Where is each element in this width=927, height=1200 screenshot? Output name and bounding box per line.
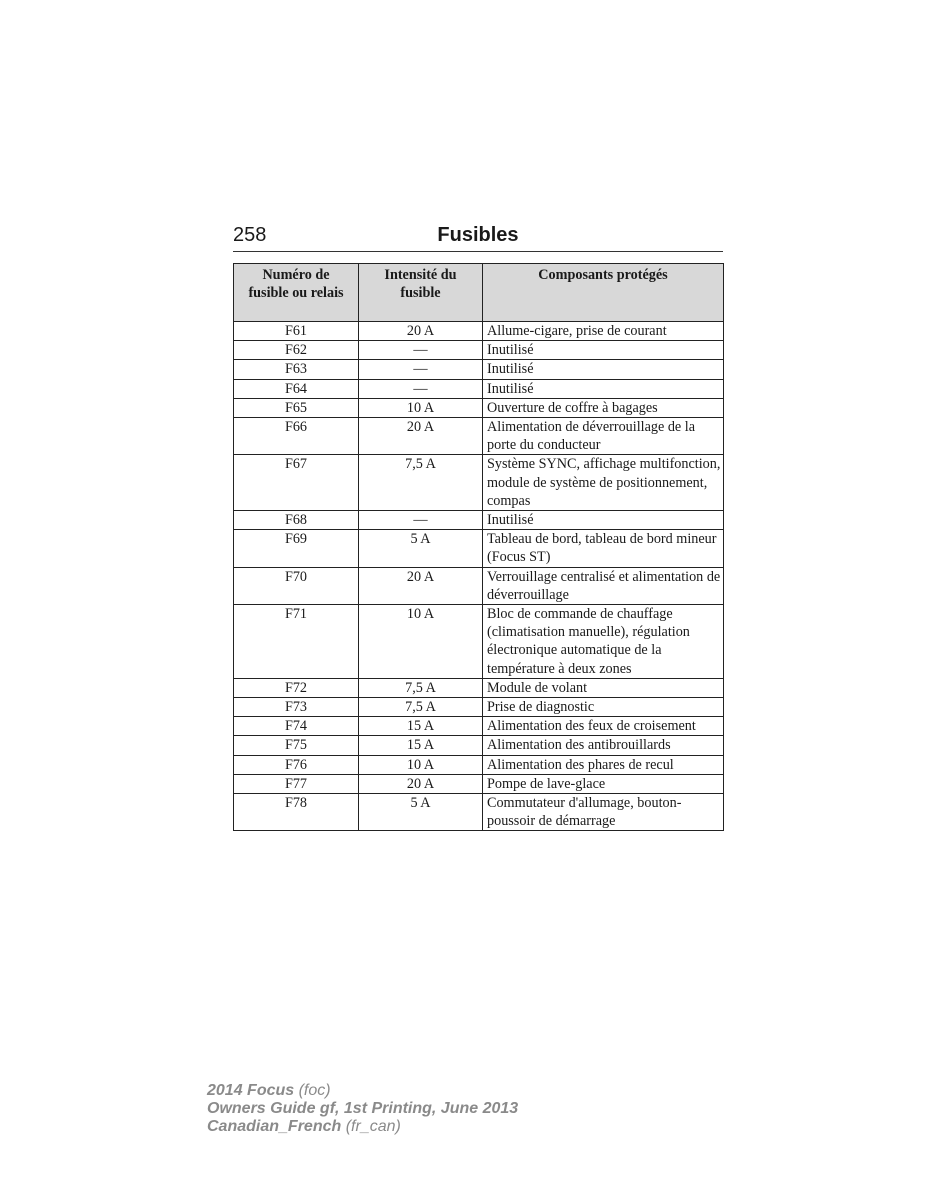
cell-protected-components: Inutilisé [483, 341, 724, 360]
cell-amperage: 10 A [359, 755, 483, 774]
table-body [234, 322, 724, 831]
page-number: 258 [233, 224, 267, 246]
cell-protected-components: Tableau de bord, tableau de bord mineur (Focus ST) [483, 530, 724, 567]
cell-amperage: 7,5 A [359, 678, 483, 697]
cell-amperage: 20 A [359, 567, 483, 604]
cell-protected-components: Système SYNC, affichage multifonction, module de système de positionnement, compas [483, 455, 724, 511]
cell-fuse-number: F73 [234, 698, 359, 717]
cell-fuse-number: F76 [234, 755, 359, 774]
cell-amperage: — [359, 379, 483, 398]
cell-amperage: — [359, 360, 483, 379]
cell-amperage: 20 A [359, 774, 483, 793]
footer-line-1: 2014 Focus (foc) [207, 1082, 331, 1099]
cell-protected-components: Pompe de lave-glace [483, 774, 724, 793]
cell-fuse-number: F74 [234, 717, 359, 736]
cell-protected-components: Bloc de commande de chauffage (climatisation manuelle), régulation électronique automatique de la température à deux zones [483, 605, 724, 679]
cell-fuse-number: F72 [234, 678, 359, 697]
table-row [234, 398, 724, 417]
cell-protected-components: Inutilisé [483, 379, 724, 398]
cell-fuse-number: F61 [234, 322, 359, 341]
cell-protected-components: Alimentation de déverrouillage de la porte du conducteur [483, 418, 724, 455]
cell-protected-components: Inutilisé [483, 360, 724, 379]
cell-amperage: 5 A [359, 530, 483, 567]
cell-fuse-number: F68 [234, 511, 359, 530]
column-header-amperage: Intensité du fusible [359, 264, 483, 322]
cell-amperage: 5 A [359, 794, 483, 831]
table-row [234, 511, 724, 530]
footer-line-3: Canadian_French (fr_can) [207, 1118, 401, 1135]
footer [207, 1082, 518, 1136]
cell-protected-components: Module de volant [483, 678, 724, 697]
cell-fuse-number: F70 [234, 567, 359, 604]
cell-protected-components: Allume-cigare, prise de courant [483, 322, 724, 341]
cell-fuse-number: F63 [234, 360, 359, 379]
cell-fuse-number: F78 [234, 794, 359, 831]
table-row [234, 678, 724, 697]
cell-protected-components: Alimentation des antibrouillards [483, 736, 724, 755]
table-row [234, 605, 724, 679]
table-row [234, 360, 724, 379]
cell-amperage: 7,5 A [359, 698, 483, 717]
cell-protected-components: Prise de diagnostic [483, 698, 724, 717]
table-row [234, 794, 724, 831]
cell-protected-components: Inutilisé [483, 511, 724, 530]
table-row [234, 717, 724, 736]
cell-fuse-number: F67 [234, 455, 359, 511]
cell-amperage: 7,5 A [359, 455, 483, 511]
cell-amperage: 10 A [359, 398, 483, 417]
table-row [234, 379, 724, 398]
column-header-fuse-number: Numéro de fusible ou relais [234, 264, 359, 322]
cell-amperage: 20 A [359, 322, 483, 341]
page-title: Fusibles [437, 224, 519, 246]
cell-fuse-number: F64 [234, 379, 359, 398]
table-row [234, 698, 724, 717]
cell-protected-components: Alimentation des feux de croisement [483, 717, 724, 736]
table-row [234, 341, 724, 360]
cell-amperage: 15 A [359, 736, 483, 755]
table-row [234, 567, 724, 604]
cell-protected-components: Commutateur d'allumage, bouton-poussoir de démarrage [483, 794, 724, 831]
cell-protected-components: Alimentation des phares de recul [483, 755, 724, 774]
fuse-table [233, 263, 724, 831]
table-row [234, 322, 724, 341]
cell-fuse-number: F77 [234, 774, 359, 793]
table-row [234, 736, 724, 755]
cell-amperage: — [359, 511, 483, 530]
cell-fuse-number: F69 [234, 530, 359, 567]
column-header-protected-components: Composants protégés [483, 264, 724, 322]
cell-fuse-number: F65 [234, 398, 359, 417]
cell-fuse-number: F66 [234, 418, 359, 455]
table-header-row [234, 264, 724, 322]
cell-amperage: 20 A [359, 418, 483, 455]
page-header [233, 224, 723, 252]
table-row [234, 755, 724, 774]
cell-protected-components: Ouverture de coffre à bagages [483, 398, 724, 417]
table-row [234, 455, 724, 511]
footer-line-2: Owners Guide gf, 1st Printing, June 2013 [207, 1100, 519, 1117]
cell-amperage: 15 A [359, 717, 483, 736]
cell-fuse-number: F62 [234, 341, 359, 360]
table-row [234, 530, 724, 567]
cell-amperage: 10 A [359, 605, 483, 679]
table-row [234, 418, 724, 455]
cell-fuse-number: F75 [234, 736, 359, 755]
cell-fuse-number: F71 [234, 605, 359, 679]
cell-amperage: — [359, 341, 483, 360]
table-row [234, 774, 724, 793]
cell-protected-components: Verrouillage centralisé et alimentation de déverrouillage [483, 567, 724, 604]
